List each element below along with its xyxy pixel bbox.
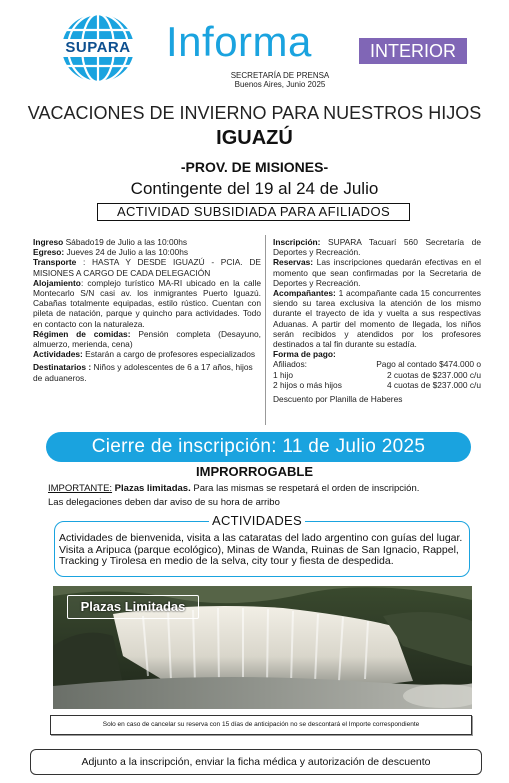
ingreso-label: Ingreso	[33, 237, 64, 247]
importante-note	[48, 483, 419, 494]
attachment-note: Adjunto a la inscripción, enviar la ficha médica y autorización de descuento	[30, 749, 482, 775]
importante-bold: Plazas limitadas.	[112, 483, 191, 494]
inscripcion-label: Inscripción:	[273, 237, 321, 247]
pago-row-right: Pago al contado $474.000 o	[376, 359, 481, 370]
egreso-value: Jueves 24 de Julio a las 10:00hs	[64, 247, 189, 258]
details-right-column	[273, 237, 481, 404]
importante-label: IMPORTANTE:	[48, 483, 113, 494]
activities-text: Actividades de bienvenida, visita a las cataratas del lado argentino con guías del lugar. Visita a Aripuca (parque ecológico), Minas de Wanda, Ruinas de San Ignacio, Rappel, Tracking y Tirolesa en medio de la selva, city tour y fiesta de despedida.	[59, 532, 463, 567]
logo-text: SUPARA	[65, 39, 131, 56]
plazas-limitadas-label: Plazas Limitadas	[67, 595, 199, 619]
destination-title: IGUAZÚ	[216, 127, 293, 149]
ingreso-value: Sábado19 de Julio a las 10:00hs	[63, 237, 188, 247]
actividades-label: Actividades:	[33, 349, 83, 360]
importante-rest: Para las mismas se respetará el orden de inscripción.	[190, 483, 420, 494]
subsidized-banner: ACTIVIDAD SUBSIDIADA PARA AFILIADOS	[97, 203, 410, 221]
press-secretariat	[200, 71, 360, 89]
alojamiento-value: : complejo turístico MA-RI ubicado en la calle Montecarlo S/N casi av. los inmigrantes Puerto Iguazú. Cabañas totalmente equipadas, estilo rústico. Cuentan con pileta de natación, parque y quincho para actividades. Todo en contacto con la naturaleza.	[33, 277, 261, 329]
pago-label: Forma de pago:	[273, 349, 336, 360]
actividades-value: Estarán a cargo de profesores especializados	[82, 349, 256, 360]
transporte-line	[33, 257, 261, 277]
destinatarios-line	[33, 362, 261, 382]
comidas-label: Régimen de comidas:	[33, 328, 131, 339]
details-left-column	[33, 237, 261, 383]
place-date: Buenos Aires, Junio 2025	[234, 80, 326, 89]
acompanantes-line	[273, 288, 481, 349]
supara-logo	[54, 12, 142, 84]
pago-row	[273, 359, 481, 369]
pago-row-right: 4 cuotas de $237.000 c/u	[386, 379, 481, 390]
province-subtitle: -PROV. DE MISIONES-	[180, 159, 329, 175]
acompanantes-value: 1 acompañante cada 15 concurrentes siendo su tarea exclusiva la atención de los mismo durante el trayecto de ida y vuelta a sus respectivas Aduanas. A partir del momento de llegada, los niños serán recibidos y atendidos por los profesores destinados a tal fin durante su estadía.	[273, 288, 481, 350]
alojamiento-label: Alojamiento	[33, 277, 81, 288]
activities-title: ACTIVIDADES	[209, 513, 305, 528]
egreso-label: Egreso:	[33, 247, 65, 258]
secretariat-label: SECRETARÍA DE PRENSA	[230, 71, 330, 80]
pago-row-left: 1 hijo	[273, 369, 294, 380]
descuento-note: Descuento por Planilla de Haberes	[273, 394, 403, 405]
acompanantes-label: Acompañantes:	[273, 288, 336, 299]
ingreso-line	[33, 237, 261, 247]
comidas-line	[33, 329, 261, 349]
page-title: VACACIONES DE INVIERNO PARA NUESTROS HIJOS	[27, 103, 482, 123]
inscripcion-line	[273, 237, 481, 257]
pago-heading	[273, 349, 481, 359]
delegaciones-note: Las delegaciones deben dar aviso de su hora de arribo	[48, 497, 280, 508]
egreso-line	[33, 247, 261, 257]
pago-row	[273, 370, 481, 380]
reservas-line	[273, 257, 481, 288]
transporte-label: Transporte	[33, 257, 77, 268]
cancellation-note: Solo en caso de cancelar su reserva con 15 días de anticipación no se descontará el Importe correspondiente	[50, 715, 472, 735]
alojamiento-line	[33, 278, 261, 329]
actividades-line	[33, 349, 261, 359]
pago-row-right: 2 cuotas de $237.000 c/u	[386, 369, 481, 380]
comidas-value: Pensión completa (Desayuno, almuerzo, merienda, cena)	[33, 328, 261, 350]
transporte-value: : HASTA Y DESDE IGUAZÚ - PCIA. DE MISIONES A CARGO DE CADA DELEGACIÓN	[33, 257, 261, 278]
reservas-value: Las inscripciones quedarán efectivas en el momento que sean confirmadas por la Secretaria de Deportes y Recreación.	[273, 257, 481, 288]
column-divider	[265, 235, 266, 425]
brand-title: Informa	[166, 18, 312, 65]
region-badge: INTERIOR	[359, 38, 467, 64]
pago-row-left: Afiliados:	[273, 359, 307, 370]
reservas-label: Reservas:	[273, 257, 314, 268]
contingent-dates: Contingente del 19 al 24 de Julio	[130, 179, 379, 198]
destinatarios-label: Destinatarios :	[33, 362, 92, 373]
deadline-banner: Cierre de inscripción: 11 de Julio 2025	[46, 432, 471, 462]
pago-row-left: 2 hijos o más hijos	[273, 379, 342, 390]
improrrogable-label: IMPRORROGABLE	[196, 464, 313, 479]
pago-row	[273, 380, 481, 390]
inscripcion-value: SUPARA Tacuarí 560 Secretaría de Deportes y Recreación.	[273, 237, 481, 258]
destinatarios-value: Niños y adolescentes de 6 a 17 años, hijos de aduaneros.	[33, 362, 253, 383]
